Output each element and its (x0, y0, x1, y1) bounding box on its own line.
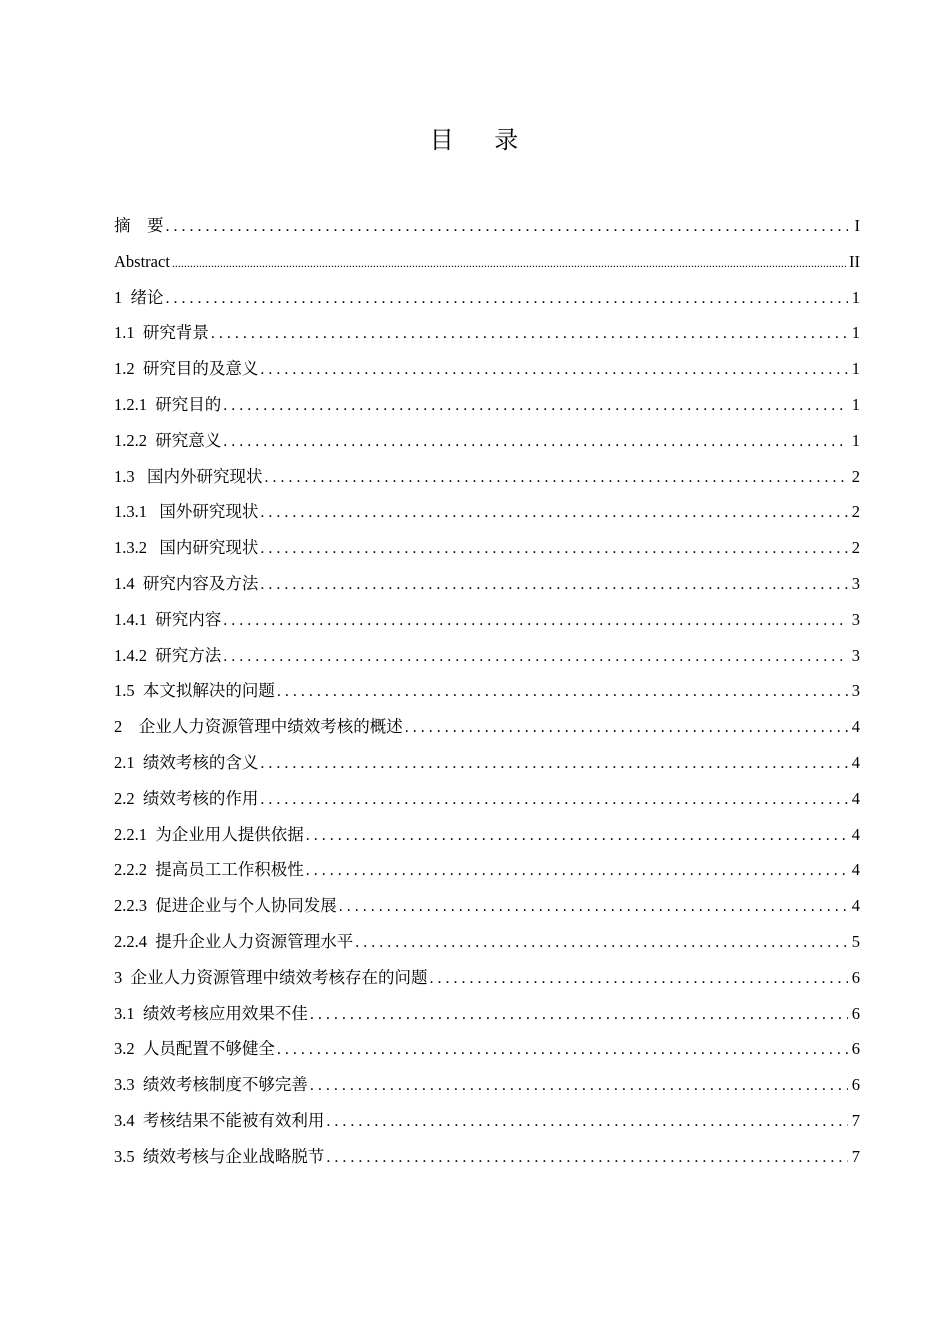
toc-entry-page: 1 (851, 287, 860, 307)
toc-entry[interactable] (114, 745, 860, 781)
table-of-contents (114, 208, 860, 1175)
toc-entry-label: 3.3 绩效考核制度不够完善 (114, 1075, 308, 1095)
toc-entry-label: 1.2.1 研究目的 (114, 394, 222, 414)
toc-entry-label: 3 企业人力资源管理中绩效考核存在的问题 (114, 967, 428, 987)
toc-entry[interactable] (114, 1031, 860, 1067)
toc-entry[interactable] (114, 888, 860, 924)
toc-entry-page: 5 (851, 931, 860, 951)
dot-leader (166, 281, 849, 317)
dot-leader (211, 316, 848, 352)
toc-entry-label: 3.1 绩效考核应用效果不佳 (114, 1003, 308, 1023)
toc-entry-page: 3 (851, 645, 860, 665)
toc-entry-page: 1 (851, 430, 860, 450)
toc-entry[interactable] (114, 1103, 860, 1139)
toc-entry[interactable] (114, 244, 860, 280)
toc-entry-page: I (854, 216, 860, 235)
dot-leader (260, 746, 848, 782)
dot-leader (405, 710, 848, 746)
toc-entry[interactable] (114, 781, 860, 817)
toc-entry[interactable] (114, 852, 860, 888)
dot-leader (166, 209, 849, 245)
toc-entry[interactable] (114, 817, 860, 853)
toc-entry-page: 2 (851, 466, 860, 486)
dot-leader (260, 782, 848, 818)
toc-entry[interactable] (114, 638, 860, 674)
toc-entry-page: 2 (851, 538, 860, 558)
toc-entry[interactable] (114, 996, 860, 1032)
dot-leader (260, 352, 848, 388)
toc-entry[interactable] (114, 459, 860, 495)
dot-leader (172, 246, 847, 282)
toc-entry-page: 6 (851, 1039, 860, 1059)
toc-entry[interactable] (114, 709, 860, 745)
toc-entry-label: 2 企业人力资源管理中绩效考核的概述 (114, 717, 403, 737)
dot-leader (223, 424, 848, 460)
toc-entry-label: 3.4 考核结果不能被有效利用 (114, 1110, 325, 1130)
dot-leader (326, 1104, 848, 1140)
page-title: 目 录 (429, 126, 521, 154)
toc-entry-label: 2.2.2 提高员工工作积极性 (114, 860, 304, 880)
toc-entry-page: 3 (851, 609, 860, 629)
toc-entry-page: 2 (851, 502, 860, 522)
toc-entry-page: 3 (851, 681, 860, 701)
toc-entry-label: 1.2.2 研究意义 (114, 430, 222, 450)
toc-entry-page: 6 (851, 1075, 860, 1095)
toc-entry[interactable] (114, 530, 860, 566)
toc-entry-page: 6 (851, 967, 860, 987)
dot-leader (326, 1140, 848, 1176)
toc-entry[interactable] (114, 315, 860, 351)
toc-entry[interactable] (114, 423, 860, 459)
toc-entry-label: 1.5 本文拟解决的问题 (114, 681, 275, 701)
dot-leader (339, 889, 848, 925)
toc-entry-label: 1.4.2 研究方法 (114, 645, 222, 665)
dot-leader (223, 639, 848, 675)
toc-entry[interactable] (114, 673, 860, 709)
dot-leader (260, 567, 848, 603)
toc-entry[interactable] (114, 924, 860, 960)
toc-entry-label: 1 绪论 (114, 287, 164, 307)
toc-entry-label: 3.5 绩效考核与企业战略脱节 (114, 1146, 325, 1166)
toc-entry-label: 1.3 国内外研究现状 (114, 466, 263, 486)
toc-entry-label: 2.2.3 促进企业与个人协同发展 (114, 896, 337, 916)
dot-leader (310, 1068, 848, 1104)
toc-entry[interactable] (114, 208, 860, 244)
toc-entry-label: 1.3.2 国内研究现状 (114, 538, 259, 558)
toc-entry-page: 4 (851, 824, 860, 844)
dot-leader (277, 1032, 848, 1068)
toc-entry[interactable] (114, 280, 860, 316)
dot-leader (355, 925, 848, 961)
dot-leader (306, 853, 848, 889)
toc-entry[interactable] (114, 960, 860, 996)
toc-entry-label: 3.2 人员配置不够健全 (114, 1039, 275, 1059)
toc-entry[interactable] (114, 1139, 860, 1175)
dot-leader (265, 460, 849, 496)
dot-leader (310, 997, 848, 1033)
toc-entry-label: 1.2 研究目的及意义 (114, 359, 259, 379)
toc-entry[interactable] (114, 602, 860, 638)
toc-entry[interactable] (114, 494, 860, 530)
toc-entry-page: 7 (851, 1110, 860, 1130)
dot-leader (223, 603, 848, 639)
toc-entry-label: 1.4.1 研究内容 (114, 609, 222, 629)
toc-entry-page: II (849, 251, 860, 271)
dot-leader (260, 495, 848, 531)
toc-entry[interactable] (114, 566, 860, 602)
toc-entry-page: 1 (851, 394, 860, 414)
toc-entry[interactable] (114, 351, 860, 387)
toc-entry-page: 4 (851, 896, 860, 916)
toc-entry-label: Abstract (114, 251, 170, 271)
dot-leader (306, 818, 848, 854)
toc-entry-page: 7 (851, 1146, 860, 1166)
toc-entry-page: 4 (851, 752, 860, 772)
toc-entry-label: 摘 要 (114, 216, 164, 235)
dot-leader (223, 388, 848, 424)
dot-leader (430, 961, 849, 997)
toc-entry-label: 2.2.1 为企业用人提供依据 (114, 824, 304, 844)
toc-entry[interactable] (114, 387, 860, 423)
dot-leader (277, 674, 848, 710)
toc-entry-label: 1.3.1 国外研究现状 (114, 502, 259, 522)
toc-entry-page: 4 (851, 788, 860, 808)
toc-entry-page: 1 (851, 323, 860, 343)
dot-leader (260, 531, 848, 567)
toc-entry-page: 6 (851, 1003, 860, 1023)
toc-entry-label: 2.1 绩效考核的含义 (114, 752, 259, 772)
toc-entry-page: 4 (851, 860, 860, 880)
toc-entry-label: 2.2 绩效考核的作用 (114, 788, 259, 808)
toc-entry-page: 3 (851, 573, 860, 593)
toc-entry-page: 4 (851, 717, 860, 737)
toc-entry[interactable] (114, 1067, 860, 1103)
toc-entry-page: 1 (851, 359, 860, 379)
toc-entry-label: 1.1 研究背景 (114, 323, 209, 343)
toc-entry-label: 1.4 研究内容及方法 (114, 573, 259, 593)
toc-entry-label: 2.2.4 提升企业人力资源管理水平 (114, 931, 354, 951)
